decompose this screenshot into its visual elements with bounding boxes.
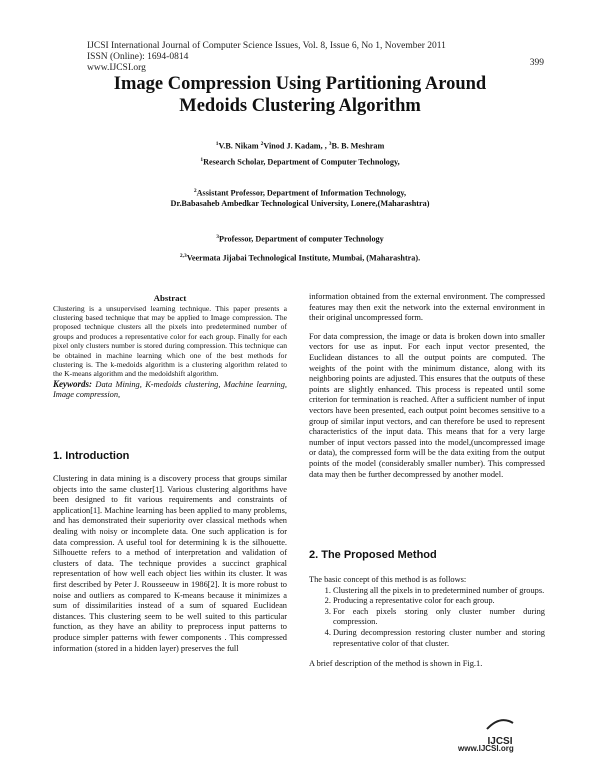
section-2-body [309,575,545,670]
intro-section [53,474,287,654]
keywords-text: Data Mining, K-medoids clustering, Machine learning, Image compression, [53,379,287,400]
method-step: 3. For each pixels storing only cluster number during compression. [333,607,545,628]
affiliation-2 [60,186,540,210]
method-step: 4. During decompression restoring cluster number and storing representative color of that cluster. [333,628,545,649]
author-3: B. B. Meshram [331,141,385,151]
affiliation-4-mark: 2,3 [179,253,187,259]
affiliation-2-line-1: Assistant Professor, Department of Information Technology, [196,188,407,198]
author-2-mark: 2 [260,141,264,147]
title-line-1: Image Compression Using Partitioning Around [113,74,487,94]
section-2-heading: 2. The Proposed Method [309,549,437,561]
paper-title [60,73,540,117]
right-column [309,292,545,480]
method-steps [309,586,545,650]
author-3-mark: 3 [328,141,332,147]
intro-text: Clustering in data mining is a discovery process that groups similar objects into the same cluster[1]. Various clustering algorithms have been designed to fit various requirements and constraints of application[1]. Machine learning has been applied to many problems, and has demonstrated their superiority over classical methods when dealing with noisy or incomplete data. One such application is for data compression. A useful tool for determining k is the silhouette. Silhouette refers to a method of interpretation and validation of clusters of data. The technique provides a succinct graphical representation of how well each object lies within its cluster. It was first described by Peter J. Rousseeuw in 1986[2]. It is more robust to noise and outliers as compared to K-means because it minimizes a sum of dissimilarities instead of a sum of squared Euclidean distances. This clustering seem to be well suited to this particular function, as they have an ability to preprocess input patterns to produce simpler patterns with fewer components . This compressed information (stored in a hidden layer) preserves the full [53,474,287,653]
affiliation-1 [60,155,540,168]
page-number: 399 [529,58,544,68]
affiliation-4 [60,251,540,264]
author-1-mark: 1 [215,141,219,147]
method-step: 2. Producing a representative color for each group. [333,596,545,607]
logo-swoosh-icon [485,717,515,731]
abstract-section [53,293,287,401]
author-1: V.B. Nikam [218,141,261,151]
affiliation-1-mark: 1 [200,157,204,163]
intro-heading: 1. Introduction [53,450,130,462]
affiliation-3-mark: 3 [216,234,220,240]
method-step: 1. Clustering all the pixels in to predetermined number of groups. [333,586,545,597]
abstract-text: Clustering is a unsupervised learning technique. This paper presents a clustering based technique that may be applied to Image compression. The proposed technique clusters all the pixels into predetermined number of groups and produces a representative color for each group. Finally for each pixel only clusters number is stored during compression. This technique can be obtained in machine learning which one of the best methods for clustering is. The k-medoids algorithm is a clustering algorithm related to the K-means algorithm and the medoidshift algorithm. [53,303,287,379]
author-line [60,139,540,152]
site-url: www.IJCSI.org [87,63,146,73]
affiliation-2-line-2: Dr.Babasaheb Ambedkar Technological University, Lonere,(Maharashtra) [170,199,430,209]
footer-url: www.IJCSI.org [458,744,514,753]
author-2: Vinod J. Kadam, , [263,141,329,151]
data-compression-paragraph: For data compression, the image or data is broken down into smaller vectors for use as input. For each input vector presented, the Euclidean distances to all the output points are computed. The weights of the point with the minimum distance, along with its neighboring points are adjusted. This ensures that the outputs of these points are slightly enhanced. This process is repeated until some criterion for termination is reached. After a sufficient number of input vectors have been presented, each output point becomes sensitive to a group of similar input vectors, and can therefore be used to represent characteristics of the input data. This means that for a very large number of input vectors passed into the model,(uncompressed image or data), the compressed form will be the data exiting from the output points of the model (considerably smaller number). This compressed data may then be further decompressed by another model. [309,331,545,479]
affiliation-4-text: Veermata Jijabai Technological Institute, Mumbai, (Maharashtra). [186,253,421,263]
abstract-heading: Abstract [153,293,187,303]
title-line-2: Medoids Clustering Algorithm [179,96,421,116]
issn: ISSN (Online): 1694-0814 [87,52,189,62]
affiliation-1-text: Research Scholar, Department of Computer Technology, [203,157,400,167]
method-intro: The basic concept of this method is as follows: [309,575,467,584]
keywords [53,379,287,401]
continued-paragraph: information obtained from the external environment. The compressed features may then exit the network into the external environment in their original uncompressed form. [309,292,545,323]
ijcsi-logo [470,717,530,747]
affiliation-2-mark: 2 [193,188,197,194]
brief-description: A brief description of the method is shown in Fig.1. [309,659,483,669]
keywords-label: Keywords: [53,378,92,389]
logo-text: IJCSI [487,736,513,747]
journal-line: IJCSI International Journal of Computer Science Issues, Vol. 8, Issue 6, No 1, November 2011 [87,41,446,51]
affiliation-3-text: Professor, Department of computer Technology [219,234,384,244]
affiliation-3 [60,232,540,245]
